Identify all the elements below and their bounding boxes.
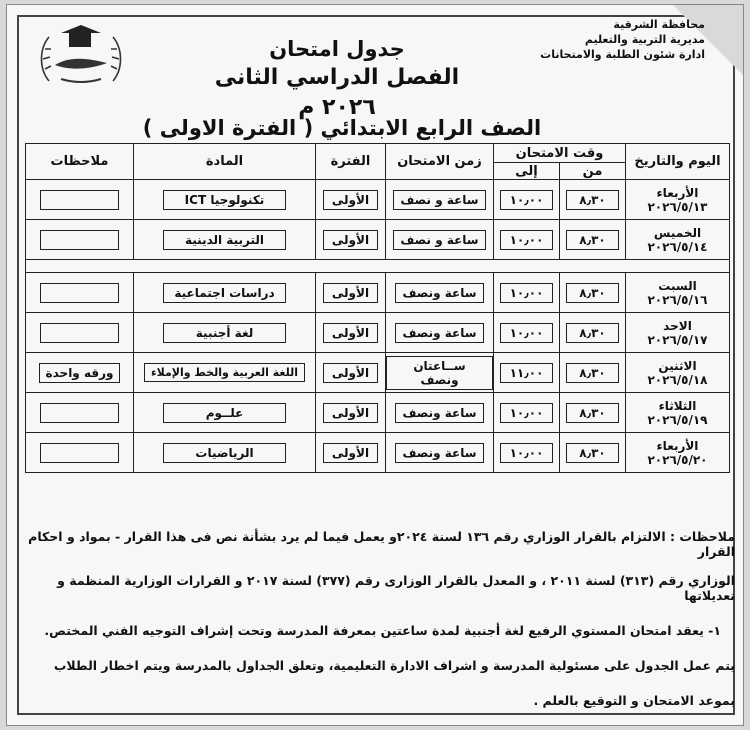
day-label: الاثنين — [658, 358, 697, 373]
header-duration: زمن الامتحان — [386, 144, 494, 180]
note-value — [40, 230, 118, 250]
date-label: ٢٠٢٦/٥/١٤ — [647, 239, 708, 254]
duration-cell — [386, 353, 494, 393]
empty-separator-row — [26, 260, 730, 273]
note-value — [40, 283, 118, 303]
issuing-authority — [475, 17, 705, 62]
from-cell — [560, 180, 626, 220]
note-cell — [26, 180, 134, 220]
day-date-cell — [626, 180, 730, 220]
duration-cell — [386, 313, 494, 353]
note-cell — [26, 273, 134, 313]
table-row — [26, 353, 730, 393]
header-period: الفترة — [316, 144, 386, 180]
duration-cell — [386, 273, 494, 313]
table-row — [26, 393, 730, 433]
notes-section — [23, 529, 735, 708]
day-date-cell — [626, 313, 730, 353]
notes-line-5: بموعد الامتحان و التوقيع بالعلم . — [533, 693, 735, 708]
to-value: ١٠٫٠٠ — [500, 283, 553, 303]
header-notes: ملاحظات — [26, 144, 134, 180]
day-date-cell — [626, 273, 730, 313]
to-value: ١٠٫٠٠ — [500, 403, 553, 423]
period-cell — [316, 393, 386, 433]
period-value: الأولى — [323, 323, 378, 343]
subject-cell — [134, 393, 316, 433]
subject-value: الرياضيات — [163, 443, 286, 463]
from-cell — [560, 393, 626, 433]
subject-cell — [134, 220, 316, 260]
separator-cell — [26, 260, 730, 273]
date-label: ٢٠٢٦/٥/١٦ — [647, 292, 708, 307]
notes-line-1: ملاحظات : الالتزام بالقرار الوزاري رقم ١٣٦ لسنة ٢٠٢٤و يعمل فيما لم يرد بشأنة نص فى هذا القرار - بمواد و احكام القرار — [28, 529, 735, 559]
subject-value: دراسات اجتماعية — [163, 283, 286, 303]
day-date-cell — [626, 220, 730, 260]
period-value: الأولى — [323, 363, 378, 383]
day-date-cell — [626, 393, 730, 433]
subject-cell — [134, 313, 316, 353]
period-value: الأولى — [323, 283, 378, 303]
governorate-label: محافظة الشرقية — [613, 18, 705, 31]
period-cell — [316, 313, 386, 353]
day-date-cell — [626, 433, 730, 473]
to-cell — [494, 353, 560, 393]
subject-cell — [134, 433, 316, 473]
to-cell — [494, 220, 560, 260]
exam-schedule-page — [6, 4, 744, 726]
day-date-cell — [626, 353, 730, 393]
note-value — [40, 323, 118, 343]
department-label: ادارة شئون الطلبة والامتحانات — [540, 48, 705, 61]
from-cell — [560, 273, 626, 313]
to-cell — [494, 313, 560, 353]
day-label: السبت — [658, 278, 697, 293]
exam-schedule-table — [25, 143, 730, 473]
duration-cell — [386, 393, 494, 433]
period-value: الأولى — [323, 403, 378, 423]
note-value — [40, 190, 118, 210]
duration-value: ساعة ونصف — [395, 403, 483, 423]
to-value: ١٠٫٠٠ — [500, 230, 553, 250]
date-label: ٢٠٢٦/٥/١٨ — [647, 372, 708, 387]
day-label: الأربعاء — [656, 185, 699, 200]
day-label: الثلاثاء — [658, 398, 697, 413]
subject-value: تكنولوجيا ICT — [163, 190, 286, 210]
grade-heading: الصف الرابع الابتدائي ( الفترة الاولى ) — [142, 116, 542, 140]
subject-value: اللغة العربية والخط والإملاء — [144, 363, 305, 382]
notes-line-3: ١- يعقد امتحان المستوي الرفيع لغة أجنبية لمدة ساعتين بمعرفة المدرسة وتحت إشراف التوجيه الفني المختص. — [44, 623, 721, 638]
to-cell — [494, 273, 560, 313]
day-label: الخميس — [653, 225, 702, 240]
date-label: ٢٠٢٦/٥/٢٠ — [647, 452, 708, 467]
from-value: ٨٫٣٠ — [566, 403, 619, 423]
duration-cell — [386, 220, 494, 260]
title-line-1: جدول امتحان — [269, 37, 405, 61]
subject-value: علــوم — [163, 403, 286, 423]
from-cell — [560, 220, 626, 260]
duration-value: ساعة و نصف — [393, 230, 485, 250]
date-label: ٢٠٢٦/٥/١٧ — [647, 332, 708, 347]
subject-value: لغة أجنبية — [163, 323, 286, 343]
period-cell — [316, 273, 386, 313]
duration-value: ســاعتان ونصف — [386, 356, 493, 390]
duration-cell — [386, 180, 494, 220]
note-cell — [26, 393, 134, 433]
header-day-date: اليوم والتاريخ — [626, 144, 730, 180]
from-value: ٨٫٣٠ — [566, 190, 619, 210]
note-value — [40, 443, 118, 463]
note-cell — [26, 353, 134, 393]
header-to: إلى — [494, 163, 560, 180]
notes-line-2: الوزاري رقم (٣١٣) لسنة ٢٠١١ ، و المعدل بالقرار الوزارى رقم (٣٧٧) لسنة ٢٠١٧ و القرارات الوزارية المنظمة و تعديلاتها — [57, 573, 735, 603]
directorate-label: مديرية التربية والتعليم — [584, 33, 705, 46]
note-cell — [26, 220, 134, 260]
table-row — [26, 220, 730, 260]
from-cell — [560, 313, 626, 353]
period-cell — [316, 353, 386, 393]
header-from: من — [560, 163, 626, 180]
to-value: ١٠٫٠٠ — [500, 190, 553, 210]
table-row — [26, 313, 730, 353]
document-title — [187, 35, 487, 123]
period-cell — [316, 180, 386, 220]
date-label: ٢٠٢٦/٥/١٩ — [647, 412, 708, 427]
period-cell — [316, 433, 386, 473]
duration-value: ساعة ونصف — [395, 443, 483, 463]
table-row — [26, 180, 730, 220]
period-value: الأولى — [323, 443, 378, 463]
note-cell — [26, 313, 134, 353]
header-subject: المادة — [134, 144, 316, 180]
period-value: الأولى — [323, 230, 378, 250]
subject-cell — [134, 353, 316, 393]
period-value: الأولى — [323, 190, 378, 210]
subject-cell — [134, 180, 316, 220]
subject-cell — [134, 273, 316, 313]
day-label: الأربعاء — [656, 438, 699, 453]
to-cell — [494, 433, 560, 473]
from-cell — [560, 433, 626, 473]
table-row — [26, 273, 730, 313]
period-cell — [316, 220, 386, 260]
to-value: ١٠٫٠٠ — [500, 443, 553, 463]
note-value: ورقه واحدة — [39, 363, 121, 383]
duration-value: ساعة و نصف — [393, 190, 485, 210]
header-exam-time: وقت الامتحان — [494, 144, 626, 163]
from-cell — [560, 353, 626, 393]
to-cell — [494, 393, 560, 433]
to-value: ١١٫٠٠ — [500, 363, 553, 383]
duration-value: ساعة ونصف — [395, 323, 483, 343]
to-value: ١٠٫٠٠ — [500, 323, 553, 343]
title-line-2: الفصل الدراسي الثانى ٢٠٢٦ م — [214, 65, 460, 120]
duration-value: ساعة ونصف — [395, 283, 483, 303]
date-label: ٢٠٢٦/٥/١٣ — [647, 199, 708, 214]
from-value: ٨٫٣٠ — [566, 230, 619, 250]
note-cell — [26, 433, 134, 473]
subject-value: التربية الدينية — [163, 230, 286, 250]
from-value: ٨٫٣٠ — [566, 323, 619, 343]
from-value: ٨٫٣٠ — [566, 443, 619, 463]
notes-line-4: يتم عمل الجدول على مسئولية المدرسة و اشراف الادارة التعليمية، وتعلق الجداول بالمدرسة ويتم اخطار الطلاب — [53, 658, 735, 673]
from-value: ٨٫٣٠ — [566, 283, 619, 303]
duration-cell — [386, 433, 494, 473]
day-label: الاحد — [663, 318, 692, 333]
ministry-emblem-icon — [31, 19, 131, 95]
from-value: ٨٫٣٠ — [566, 363, 619, 383]
to-cell — [494, 180, 560, 220]
note-value — [40, 403, 118, 423]
table-row — [26, 433, 730, 473]
